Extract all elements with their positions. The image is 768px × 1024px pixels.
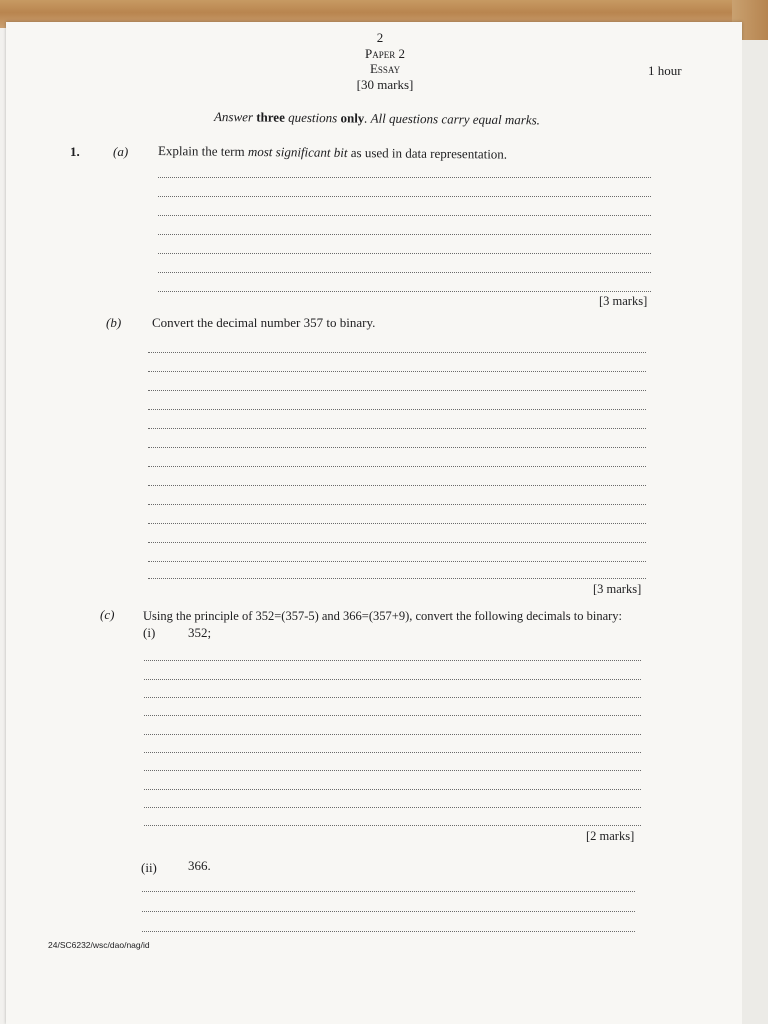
answer-line bbox=[148, 504, 646, 505]
paper-total-marks: [30 marks] bbox=[356, 77, 414, 92]
answer-line bbox=[144, 697, 641, 698]
instructions-part-2: questions bbox=[284, 109, 341, 126]
answer-line bbox=[158, 291, 651, 292]
question-1c-ii-label: (ii) bbox=[141, 860, 157, 875]
answer-line bbox=[148, 447, 646, 448]
document-code: 24/SC6232/wsc/dao/nag/id bbox=[48, 940, 150, 950]
answer-line bbox=[148, 485, 646, 486]
answer-line bbox=[148, 561, 646, 562]
answer-line bbox=[158, 234, 651, 235]
answer-line bbox=[142, 891, 635, 892]
answer-line bbox=[148, 409, 646, 410]
answer-line bbox=[158, 215, 651, 216]
answer-line bbox=[144, 807, 641, 808]
paper-type: Essay bbox=[369, 61, 401, 76]
question-1a-label: (a) bbox=[113, 144, 129, 159]
answer-line bbox=[142, 911, 635, 912]
answer-line bbox=[158, 177, 651, 178]
answer-line bbox=[144, 715, 641, 716]
question-1c-text: Using the principle of 352=(357-5) and 366=(357+9), convert the following decimals to binary: bbox=[143, 609, 623, 623]
answer-line bbox=[144, 734, 641, 735]
answer-line bbox=[148, 578, 646, 579]
question-1c-ii-text: 366. bbox=[188, 858, 211, 873]
answer-line bbox=[148, 371, 646, 372]
instructions-part-1: Answer bbox=[213, 109, 257, 125]
question-1c-i-text: 352; bbox=[188, 625, 212, 640]
question-1c-i-marks: [2 marks] bbox=[586, 829, 635, 843]
answer-line bbox=[148, 523, 646, 524]
question-1b-label: (b) bbox=[106, 315, 122, 330]
instructions-bold-2: only bbox=[340, 110, 365, 126]
answer-line bbox=[148, 390, 646, 391]
answer-line bbox=[142, 931, 635, 932]
question-1a-marks: [3 marks] bbox=[599, 294, 648, 308]
answer-line bbox=[144, 752, 641, 753]
instructions-part-3: . All questions carry equal marks. bbox=[364, 110, 541, 128]
answer-line bbox=[144, 660, 641, 661]
question-1a-text-end: as used in data representation. bbox=[347, 144, 508, 162]
answer-line bbox=[144, 679, 641, 680]
answer-line bbox=[158, 272, 651, 273]
question-number: 1. bbox=[70, 144, 80, 159]
page-number: 2 bbox=[376, 30, 384, 45]
answer-line bbox=[148, 428, 646, 429]
answer-line bbox=[158, 196, 651, 197]
answer-line bbox=[158, 253, 651, 254]
paper-duration: 1 hour bbox=[648, 63, 682, 78]
question-1c-label: (c) bbox=[100, 607, 115, 622]
instructions-bold-1: three bbox=[256, 109, 285, 125]
question-1a-term: most significant bit bbox=[247, 143, 348, 160]
answer-line bbox=[144, 770, 641, 771]
question-1a-text-start: Explain the term bbox=[157, 143, 248, 159]
question-1c-i-label: (i) bbox=[143, 625, 156, 640]
answer-line bbox=[148, 466, 646, 467]
next-page-edge bbox=[742, 40, 768, 1024]
answer-line bbox=[148, 352, 646, 353]
answer-line bbox=[148, 542, 646, 543]
question-1b-text: Convert the decimal number 357 to binary. bbox=[152, 315, 376, 330]
paper-title: Paper 2 bbox=[365, 46, 405, 61]
answer-line bbox=[144, 789, 641, 790]
question-1b-marks: [3 marks] bbox=[593, 582, 642, 596]
answer-line bbox=[144, 825, 641, 826]
